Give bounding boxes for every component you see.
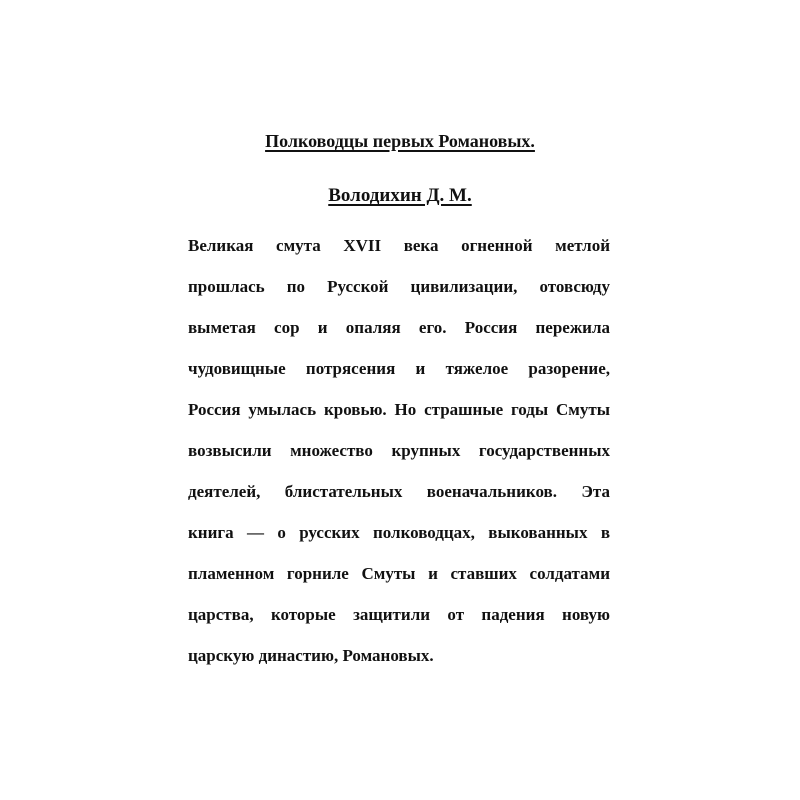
annotation-line: пламенном горниле Смуты и ставших солдатами [188,564,610,583]
annotation-line: царскую династию, Романовых. [188,646,434,665]
book-title: Полководцы первых Романовых. [265,131,535,151]
book-author: Володихин Д. М. [328,185,472,206]
annotation-line: деятелей, блистательных военачальников. Эта [188,482,610,501]
annotation-line: прошлась по Русской цивилизации, отовсюду [188,277,610,296]
annotation-line: выметая сор и опаляя его. Россия пережила [188,318,610,337]
annotation-line: чудовищные потрясения и тяжелое разорение, [188,359,610,378]
annotation-line: Великая смута XVII века огненной метлой [188,236,610,255]
annotation-line: возвысили множество крупных государственных [188,441,610,460]
annotation-line: Россия умылась кровью. Но страшные годы Смуты [188,400,610,419]
book-annotation [188,232,610,683]
annotation-line: книга — о русских полководцах, выкованных в [188,523,610,542]
annotation-line: царства, которые защитили от падения новую [188,605,610,624]
